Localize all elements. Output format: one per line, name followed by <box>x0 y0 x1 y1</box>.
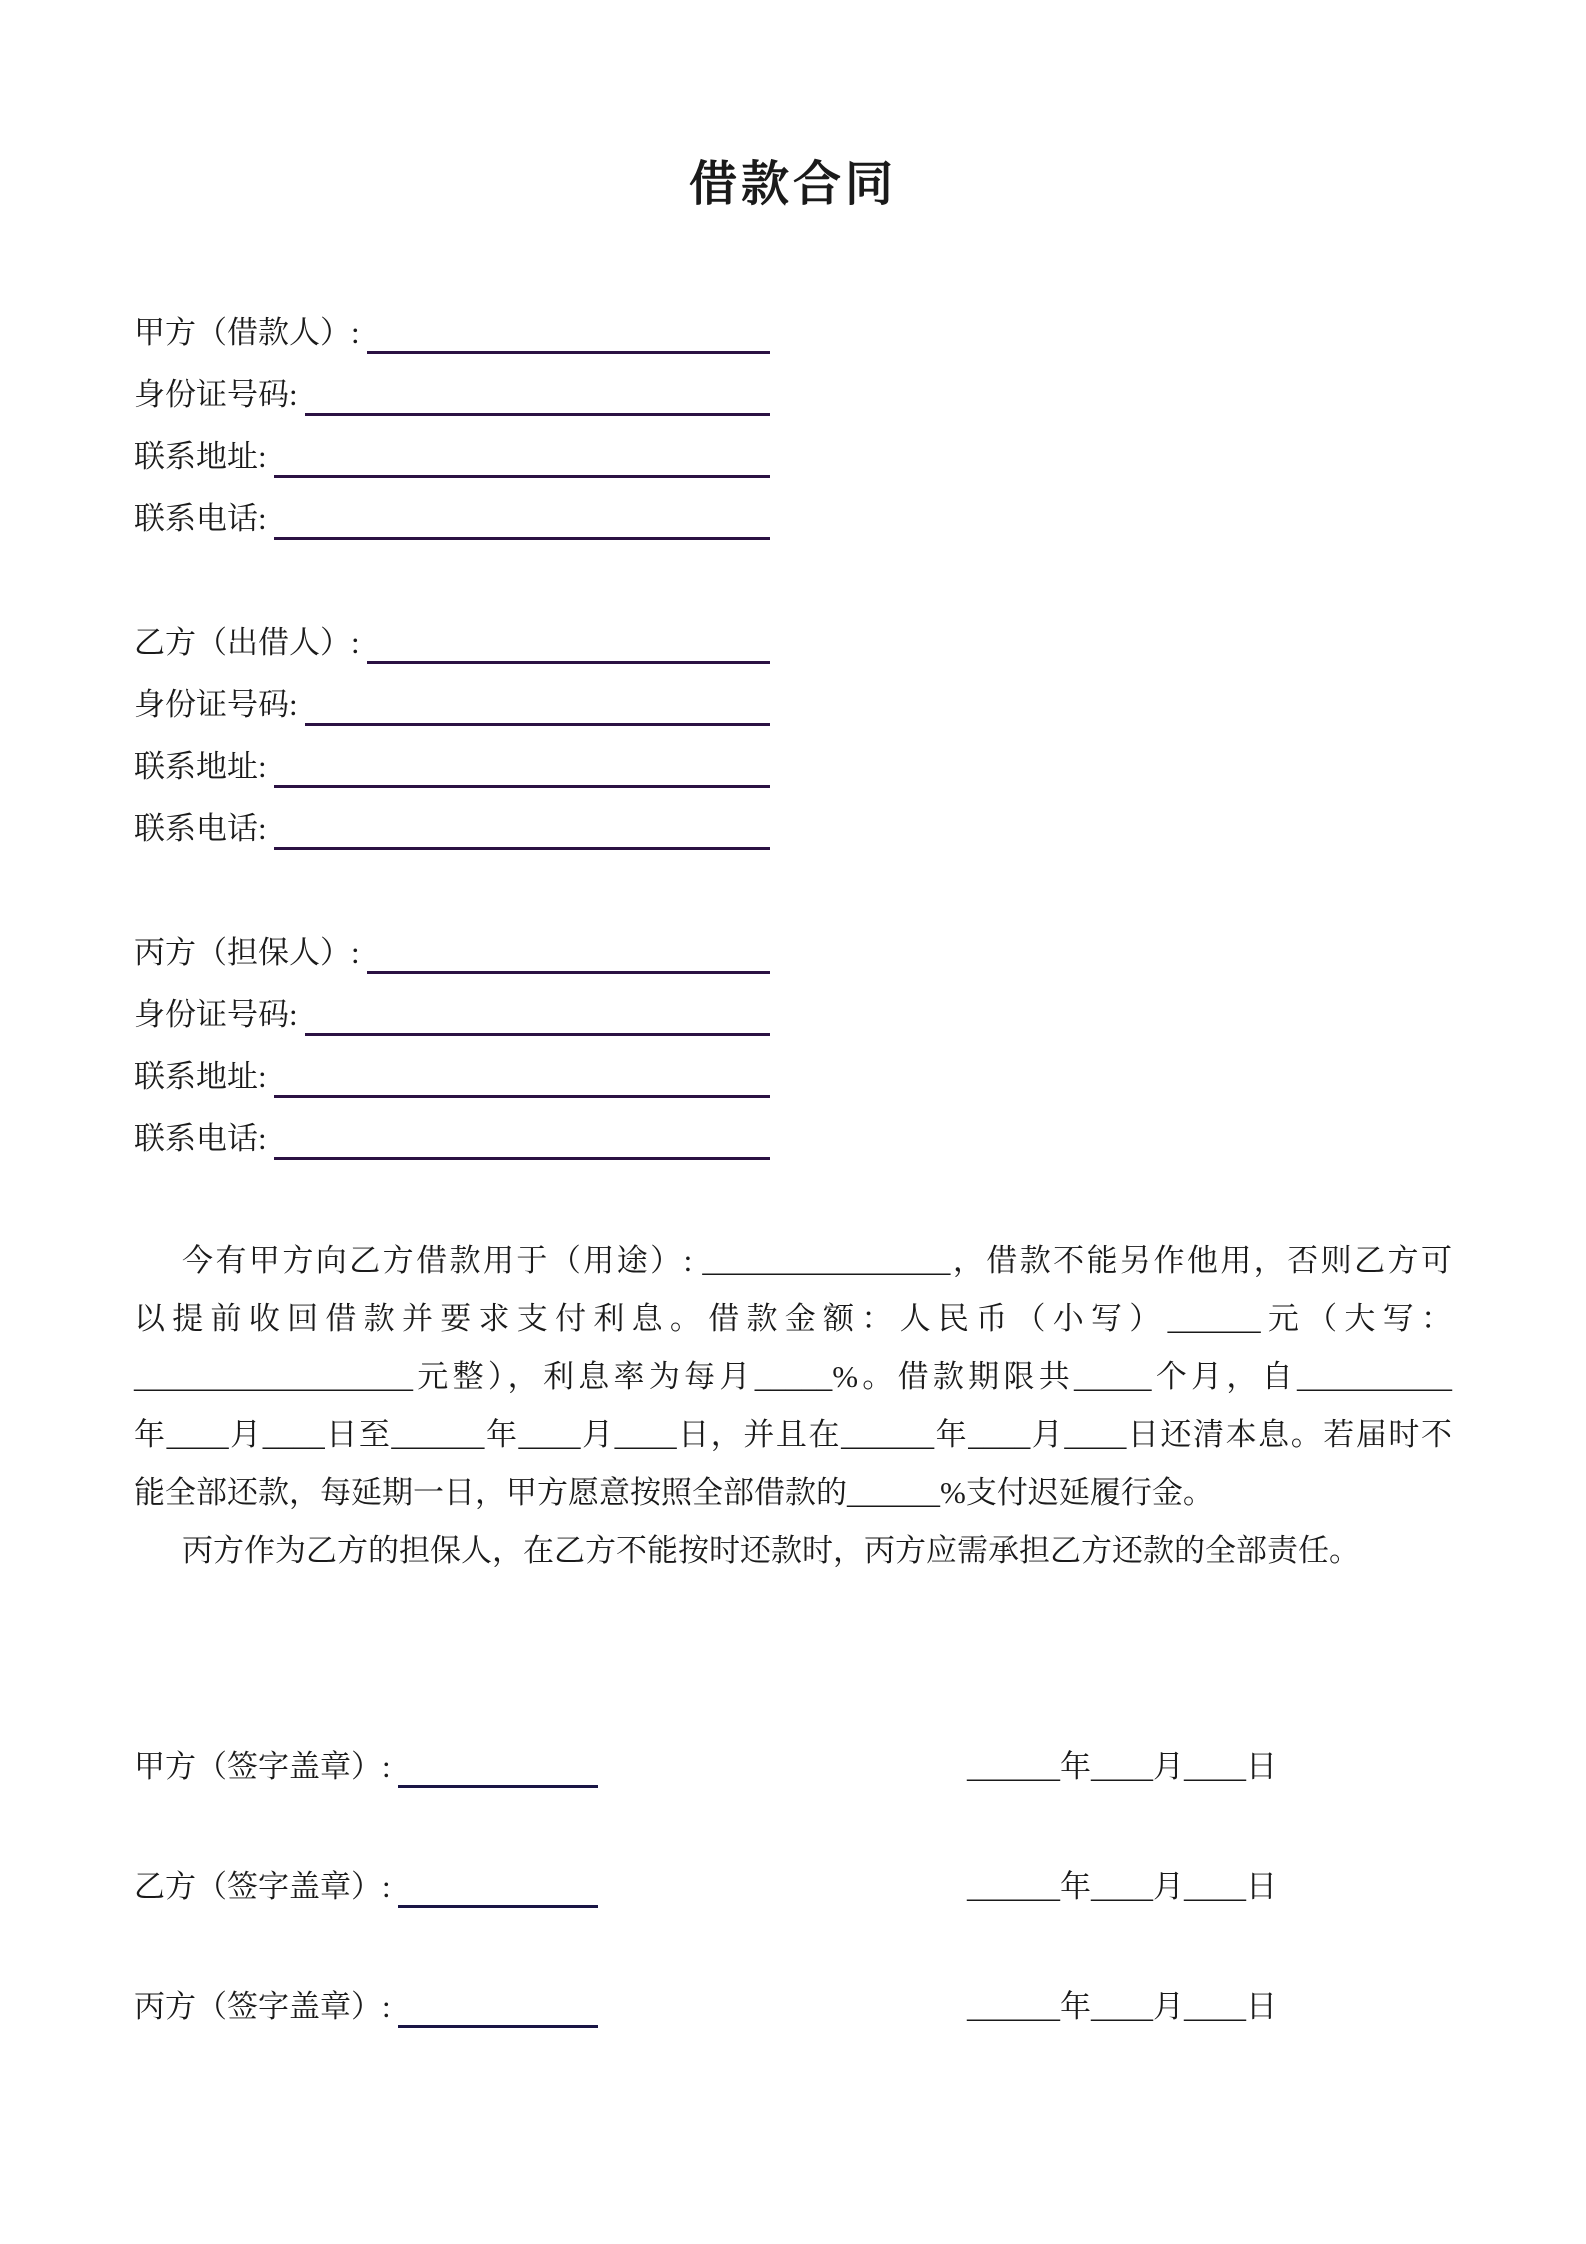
party-a-address-label: 联系地址: <box>134 439 275 474</box>
party-b-signature-row <box>134 1856 1452 1918</box>
party-c-signature-label: 丙方（签字盖章）: <box>134 1989 399 2024</box>
party-b-address-blank-field[interactable] <box>274 736 770 788</box>
party-a-address-row <box>134 426 770 488</box>
terms-line-2: 以提前收回借款并要求支付利息。借款金额：人民币（小写）______元（大写： <box>134 1301 1452 1336</box>
party-c-address-label: 联系地址: <box>134 1059 275 1094</box>
signature-block <box>134 1736 1452 2038</box>
party-c-id-blank-field[interactable] <box>305 984 770 1036</box>
party-c-id-row <box>134 984 770 1046</box>
terms-line-5: 能全部还款，每延期一日，甲方愿意按照全部借款的______%支付迟延履行金。 <box>134 1475 1214 1510</box>
terms-line-1: 今有甲方向乙方借款用于（用途）: ________________，借款不能另作他用，否则乙方可 <box>182 1243 1452 1278</box>
party-c-signature-row <box>134 1976 1452 2038</box>
party-b-signature-date-field[interactable]: ______年____月____日 <box>967 1869 1277 1904</box>
party-a-phone-blank-field[interactable] <box>274 488 770 540</box>
party-c-address-blank-field[interactable] <box>274 1046 770 1098</box>
party-a-phone-label: 联系电话: <box>134 501 275 536</box>
party-c-signature-blank-field[interactable] <box>398 1976 598 2028</box>
party-a-signature-row <box>134 1736 1452 1798</box>
terms-line-3: __________________元整），利息率为每月_____%。借款期限共_____个月，自__________ <box>134 1359 1452 1394</box>
party-b-phone-blank-field[interactable] <box>274 798 770 850</box>
party-c-phone-label: 联系电话: <box>134 1121 275 1156</box>
party-c-phone-row <box>134 1108 770 1170</box>
party-a-section <box>134 302 770 550</box>
party-c-name-blank-field[interactable] <box>367 922 770 974</box>
party-a-address-blank-field[interactable] <box>274 426 770 478</box>
party-b-id-row <box>134 674 770 736</box>
party-c-label: 丙方（担保人）: <box>134 935 368 970</box>
document-title: 借款合同 <box>688 158 897 211</box>
party-b-address-row <box>134 736 770 798</box>
party-a-name-row <box>134 302 770 364</box>
party-c-phone-blank-field[interactable] <box>274 1108 770 1160</box>
party-b-phone-row <box>134 798 770 860</box>
contract-terms-paragraph <box>134 1232 1452 1580</box>
party-a-id-row <box>134 364 770 426</box>
party-b-section <box>134 612 770 860</box>
party-a-id-blank-field[interactable] <box>305 364 770 416</box>
party-c-signature-date-field[interactable]: ______年____月____日 <box>967 1989 1277 2024</box>
party-b-signature-label: 乙方（签字盖章）: <box>134 1869 399 1904</box>
party-a-phone-row <box>134 488 770 550</box>
party-a-label: 甲方（借款人）: <box>134 315 368 350</box>
party-a-name-blank-field[interactable] <box>367 302 770 354</box>
party-b-name-blank-field[interactable] <box>367 612 770 664</box>
guarantor-clause-line: 丙方作为乙方的担保人，在乙方不能按时还款时，丙方应需承担乙方还款的全部责任。 <box>182 1533 1360 1568</box>
party-a-id-label: 身份证号码: <box>134 377 306 412</box>
party-b-id-label: 身份证号码: <box>134 687 306 722</box>
party-a-signature-date-field[interactable]: ______年____月____日 <box>967 1749 1277 1784</box>
party-b-label: 乙方（出借人）: <box>134 625 368 660</box>
party-b-address-label: 联系地址: <box>134 749 275 784</box>
party-c-name-row <box>134 922 770 984</box>
party-a-signature-blank-field[interactable] <box>398 1736 598 1788</box>
party-b-phone-label: 联系电话: <box>134 811 275 846</box>
terms-line-4: 年____月____日至______年____月____日，并且在______年____月____日还清本息。若届时不 <box>134 1417 1452 1452</box>
party-b-name-row <box>134 612 770 674</box>
party-b-id-blank-field[interactable] <box>305 674 770 726</box>
party-b-signature-blank-field[interactable] <box>398 1856 598 1908</box>
party-c-id-label: 身份证号码: <box>134 997 306 1032</box>
party-c-address-row <box>134 1046 770 1108</box>
party-a-signature-label: 甲方（签字盖章）: <box>134 1749 399 1784</box>
party-c-section <box>134 922 770 1170</box>
